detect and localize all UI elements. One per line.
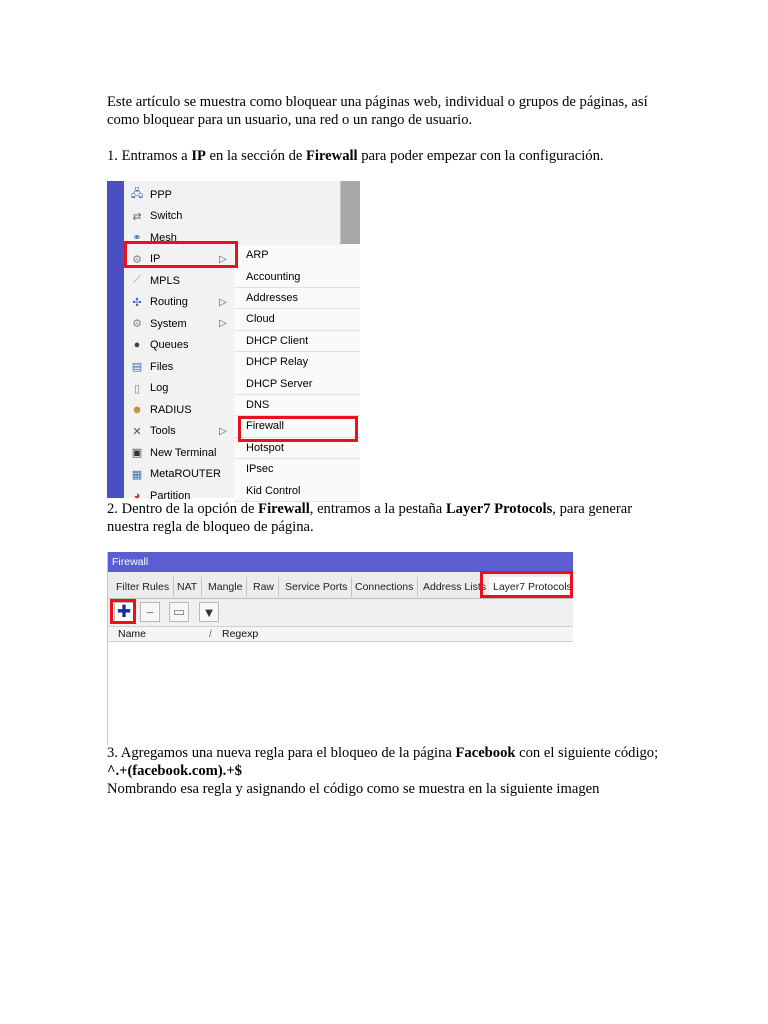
- menu-item-switch[interactable]: [124, 206, 341, 228]
- menu-item-label: Routing: [150, 296, 188, 309]
- tab-layer7-protocols[interactable]: Layer7 Protocols: [489, 577, 573, 597]
- switch-icon: ⇄: [132, 210, 142, 223]
- menu-item-label: System: [150, 317, 187, 330]
- step3-line2: Nombrando esa regla y asignando el código como se muestra en la siguiente imagen: [107, 781, 600, 797]
- ip-icon: ⚙: [132, 253, 142, 266]
- firewall-highlight-box: [238, 416, 358, 442]
- tab-filter-rules[interactable]: Filter Rules: [112, 577, 174, 597]
- log-icon: ▯: [133, 382, 141, 395]
- column-sort-separator: /: [209, 628, 212, 640]
- tools-icon: ✕: [132, 425, 142, 438]
- menu-item-label: Partition: [150, 489, 191, 502]
- table-header: [108, 626, 573, 642]
- partition-icon: ◕: [133, 489, 141, 502]
- radius-icon: ☻: [131, 403, 143, 416]
- tab-service-ports[interactable]: Service Ports: [281, 577, 352, 597]
- submenu-item-arp[interactable]: ARP: [234, 245, 360, 267]
- menu-item-label: Tools: [150, 425, 176, 438]
- files-icon: ▤: [131, 361, 143, 374]
- menu-item-label: Log: [150, 382, 169, 395]
- mpls-icon: ⟋: [133, 274, 141, 287]
- submenu-item-hotspot[interactable]: Hotspot: [234, 438, 360, 460]
- menu-item-label: Queues: [150, 339, 189, 352]
- remove-icon[interactable]: −: [140, 602, 160, 622]
- column-name[interactable]: Name: [118, 628, 147, 640]
- submenu-item-cloud[interactable]: Cloud: [234, 309, 360, 331]
- add-icon[interactable]: ✚: [114, 602, 134, 622]
- menu-item-label: New Terminal: [150, 446, 217, 459]
- step3-paragraph: 3. Agregamos una nueva regla para el bloqueo de la página Facebook con el siguiente código; ^.+(facebook.com).+$: [107, 745, 659, 779]
- firewall-window-title: Firewall: [108, 552, 573, 572]
- routing-icon: ✣: [132, 296, 142, 309]
- submenu-arrow-icon: ▷: [219, 318, 227, 330]
- ip-highlight-box: [124, 241, 238, 268]
- menu-item-label: RADIUS: [150, 403, 192, 416]
- menu-item-label: PPP: [150, 188, 173, 201]
- terminal-icon: ▣: [131, 447, 143, 460]
- submenu-item-kid-control[interactable]: Kid Control: [234, 480, 360, 502]
- menu-item-label: Files: [150, 360, 174, 373]
- tab-raw[interactable]: Raw: [249, 577, 279, 597]
- filter-icon[interactable]: ▼: [199, 602, 219, 622]
- metarouter-icon: ▦: [131, 468, 143, 481]
- tab-mangle[interactable]: Mangle: [204, 577, 247, 597]
- submenu-item-dhcp-server[interactable]: DHCP Server: [234, 373, 360, 395]
- submenu-item-firewall[interactable]: Firewall: [234, 416, 360, 438]
- submenu-arrow-icon: ▷: [219, 253, 227, 265]
- step2-paragraph: 2. Dentro de la opción de Firewall, entramos a la pestaña Layer7 Protocols, para generar nuestra regla de bloqueo de página.: [107, 501, 633, 535]
- submenu-item-dhcp-relay[interactable]: DHCP Relay: [234, 352, 360, 374]
- menu-item-ppp[interactable]: [124, 184, 341, 206]
- column-regexp[interactable]: Regexp: [222, 628, 259, 640]
- layer7-highlight-box: [480, 571, 573, 598]
- tab-nat[interactable]: NAT: [173, 577, 202, 597]
- menu-item-label: Mesh: [150, 231, 177, 244]
- menu-side-bar: [107, 181, 124, 498]
- submenu-arrow-icon: ▷: [219, 296, 227, 308]
- submenu-item-addresses[interactable]: Addresses: [234, 288, 360, 310]
- menu-item-label: MPLS: [150, 274, 180, 287]
- system-icon: ⚙: [132, 318, 142, 331]
- add-highlight-box: [110, 599, 136, 624]
- menu-item-label: MetaROUTER: [150, 468, 221, 481]
- ppp-icon: 🖧: [130, 188, 144, 201]
- submenu-item-dns[interactable]: DNS: [234, 395, 360, 417]
- submenu-item-accounting[interactable]: Accounting: [234, 266, 360, 288]
- menu-item-label: Switch: [150, 210, 183, 223]
- queues-icon: ●: [133, 339, 141, 352]
- step1-paragraph: 1. Entramos a IP en la sección de Firewall para poder empezar con la configuración.: [107, 148, 604, 164]
- intro-paragraph: Este artículo se muestra como bloquear una páginas web, individual o grupos de páginas, así como bloquear para un usuario, una red o un rango de usuario.: [107, 94, 648, 128]
- tab-connections[interactable]: Connections: [351, 577, 418, 597]
- submenu-item-ipsec[interactable]: IPsec: [234, 459, 360, 481]
- firewall-toolbar: [108, 599, 573, 626]
- comment-icon[interactable]: ▭: [169, 602, 189, 622]
- submenu-item-dhcp-client[interactable]: DHCP Client: [234, 331, 360, 353]
- mesh-icon: ⚭: [132, 232, 142, 245]
- tab-address-lists[interactable]: Address Lists: [419, 577, 491, 597]
- submenu-arrow-icon: ▷: [219, 425, 227, 437]
- menu-background-area: [341, 181, 360, 244]
- menu-item-label: IP: [150, 253, 161, 266]
